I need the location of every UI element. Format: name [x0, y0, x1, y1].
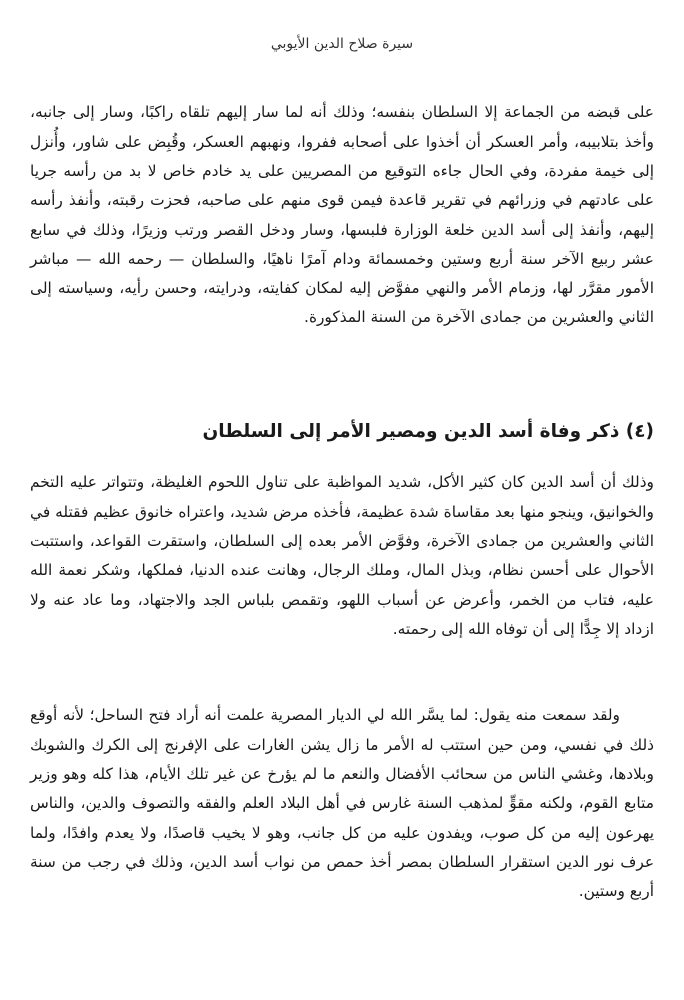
paragraph-death-of-asad-al-din: وذلك أن أسد الدين كان كثير الأكل، شديد المواظبة على تناول اللحوم الغليظة، وتتواتر عليه التخم والخوانيق، وينجو منها بعد مقاساة شدة عظيمة، فأخذه مرض شديد، واعتراه خانوق عظيم فقتله في الثاني والعشرين من جمادى الآخرة، وفوَّض الأمر بعده إلى السلطان، واستقرت القواعد، واستتبت الأحوال على أحسن نظام، وبذل المال، وملك الرجال، وهانت عنده الدنيا، فملكها، وشكر نعمة الله عليه، فتاب من الخمر، وأعرض عن أسباب اللهو، وتقمص بلباس الجد والاجتهاد، وما عاد عنه ولا ازداد إلا جِدًّا إلى أن توفاه الله إلى رحمته.: [30, 473, 654, 638]
running-header-title: سيرة صلاح الدين الأيوبي: [270, 36, 414, 52]
paragraph-sultan-quote: ولقد سمعت منه يقول: لما يسَّر الله لي الديار المصرية علمت أنه أراد فتح الساحل؛ لأنه أوقع ذلك في نفسي، ومن حين استتب له الأمر ما زال يشن الغارات على الإفرنج إلى الكرك والشوبك وبلادها، وغشي الناس من سحائب الأفضال والنعم ما لم يؤرخ عن غير تلك الأيام، هذا كله وهو وزير متابع القوم، ولكنه مقوٍّ لمذهب السنة غارس في أهل البلاد العلم والفقه والتصوف والدين، والناس يهرعون إليه من كل صوب، ويفدون عليه من كل جانب، وهو لا يخيب قاصدًا، ولا يعدم وافدًا، ولما عرف نور الدين استقرار السلطان بمصر أخذ حمص من نواب أسد الدين، وذلك في رجب من سنة أربع وستين.: [30, 706, 654, 901]
paragraph-opening: على قبضه من الجماعة إلا السلطان بنفسه؛ وذلك أنه لما سار إليهم تلقاه راكبًا، وسار إلى جانبه، وأخذ بتلابيبه، وأمر العسكر أن أخذوا على أصحابه ففروا، ونهبهم العسكر، وقُبِض على شاور، وأُنزل إلى خيمة مفردة، وفي الحال جاءه التوقيع من المصريين على يد خادم خاص لا بد من رأسه جريا على عادتهم في وزرائهم في تقرير قاعدة فيمن قوى منهم على صاحبه، فحزت رقبته، وأنفذ رأسه إليهم، وأنفذ إلى أسد الدين خلعة الوزارة فلبسها، وسار ودخل القصر ورتب وزيرًا، وذلك في سابع عشر ربيع الآخر سنة أربع وستين وخمسمائة ودام آمرًا ناهيًا، والسلطان — رحمه الله — مباشر الأمور مقرَّر لها، وزمام الأمر والنهي مفوَّض إليه لمكان كفايته، ودرايته، وحسن رأيه، وسياسته إلى الثاني والعشرين من جمادى الآخرة من السنة المذكورة.: [30, 103, 654, 327]
section-heading: (٤) ذكر وفاة أسد الدين ومصير الأمر إلى السلطان: [202, 421, 654, 443]
